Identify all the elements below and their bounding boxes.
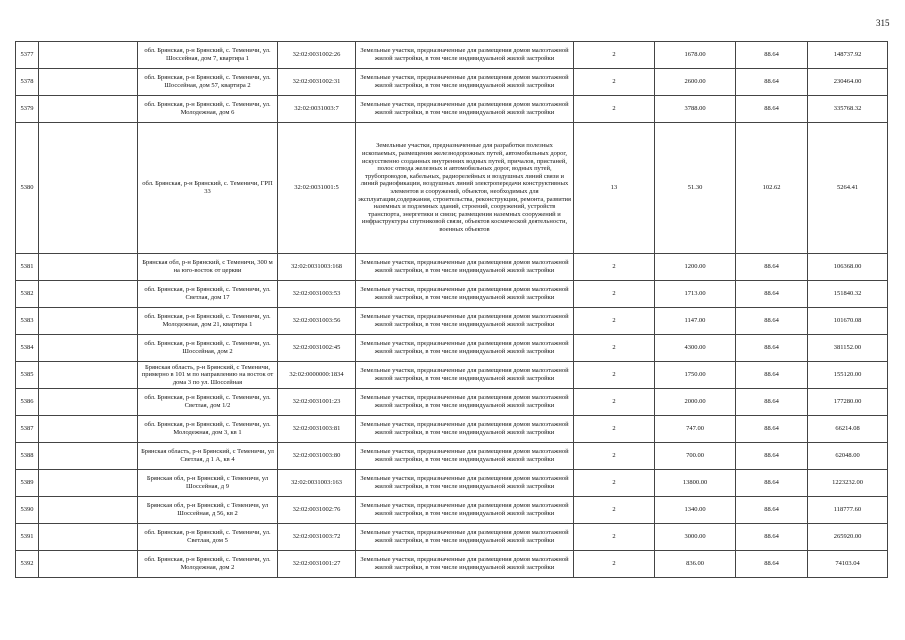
land-use-cell: Земельные участки, предназначенные для размещения домов малоэтажной жилой застройки, в том числе индивидуальной жилой застройки (356, 335, 574, 362)
group-cell: 2 (574, 443, 655, 470)
group-cell: 13 (574, 123, 655, 254)
rate-cell: 88.64 (736, 551, 808, 578)
group-cell: 2 (574, 524, 655, 551)
land-use-cell: Земельные участки, предназначенные для размещения домов малоэтажной жилой застройки, в том числе индивидуальной жилой застройки (356, 362, 574, 389)
address-cell: обл. Брянская, р-н Брянский, с. Теменичи, ГРП 33 (138, 123, 278, 254)
group-cell: 2 (574, 69, 655, 96)
land-use-cell: Земельные участки, предназначенные для размещения домов малоэтажной жилой застройки, в том числе индивидуальной жилой застройки (356, 308, 574, 335)
area-cell: 1750.00 (655, 362, 736, 389)
cadastral-number-cell: 32:02:0000000:1834 (278, 362, 356, 389)
row-number: 5384 (16, 335, 39, 362)
area-cell: 3788.00 (655, 96, 736, 123)
table-row (16, 524, 888, 551)
rate-cell: 88.64 (736, 497, 808, 524)
address-cell: обл. Брянская, р-н Брянский, с. Теменичи, ул. Шоссейная, дом 7, квартира 1 (138, 42, 278, 69)
cadastral-number-cell: 32:02:0031002:76 (278, 497, 356, 524)
cadastral-value-cell: 381152.00 (808, 335, 888, 362)
land-use-cell: Земельные участки, предназначенные для размещения домов малоэтажной жилой застройки, в том числе индивидуальной жилой застройки (356, 551, 574, 578)
row-number: 5389 (16, 470, 39, 497)
cadastral-number-cell: 32:02:0031002:31 (278, 69, 356, 96)
cadastral-number-cell: 32:02:0031001:27 (278, 551, 356, 578)
rate-cell: 88.64 (736, 470, 808, 497)
cadastral-number-cell: 32:02:0031003:53 (278, 281, 356, 308)
land-plot-table (15, 41, 888, 578)
table-row (16, 42, 888, 69)
cadastral-number-cell: 32:02:0031002:45 (278, 335, 356, 362)
table-row (16, 389, 888, 416)
rate-cell: 102.62 (736, 123, 808, 254)
group-cell: 2 (574, 362, 655, 389)
land-use-cell: Земельные участки, предназначенные для размещения домов малоэтажной жилой застройки, в том числе индивидуальной жилой застройки (356, 254, 574, 281)
blank-cell (39, 254, 138, 281)
blank-cell (39, 123, 138, 254)
group-cell: 2 (574, 96, 655, 123)
cadastral-value-cell: 151840.32 (808, 281, 888, 308)
blank-cell (39, 497, 138, 524)
address-cell: обл. Брянская, р-н Брянский, с. Теменичи, ул. Светлая, дом 17 (138, 281, 278, 308)
area-cell: 1200.00 (655, 254, 736, 281)
area-cell: 13800.00 (655, 470, 736, 497)
land-use-cell: Земельные участки, предназначенные для разработки полезных ископаемых, размещения железнодорожных путей, автомобильных дорог, искусственно созданных внутренних водных путей, причалов, пристаней, полос отвода железных и автомобильных дорог, водных путей, трубопроводов, кабельных, радиорелейных и воздушных линий связи и линий радиофикации, воздушных линий электропередачи конструктивных элементов и сооружений, объектов, необходимых для эксплуатации,содержания, строительства, реконструкции, ремонта, развития наземных и подземных зданий, строений, сооружений, устройств транспорта, энергетики и связи; размещения наземных сооружений и инфраструктуры спутниковой связи, объектов космической деятельности, военных объектов (356, 123, 574, 254)
table-row (16, 69, 888, 96)
row-number: 5385 (16, 362, 39, 389)
group-cell: 2 (574, 551, 655, 578)
cadastral-value-cell: 155120.00 (808, 362, 888, 389)
table-row (16, 551, 888, 578)
land-use-cell: Земельные участки, предназначенные для размещения домов малоэтажной жилой застройки, в том числе индивидуальной жилой застройки (356, 443, 574, 470)
land-use-cell: Земельные участки, предназначенные для размещения домов малоэтажной жилой застройки, в том числе индивидуальной жилой застройки (356, 69, 574, 96)
row-number: 5380 (16, 123, 39, 254)
cadastral-value-cell: 5264.41 (808, 123, 888, 254)
row-number: 5382 (16, 281, 39, 308)
blank-cell (39, 96, 138, 123)
cadastral-number-cell: 32:02:0031003:168 (278, 254, 356, 281)
table-row (16, 123, 888, 254)
group-cell: 2 (574, 308, 655, 335)
cadastral-number-cell: 32:02:0031003:7 (278, 96, 356, 123)
row-number: 5390 (16, 497, 39, 524)
blank-cell (39, 524, 138, 551)
address-cell: Брянская обл, р-н Брянский, с Теменичи, 300 м на юго-восток от церкви (138, 254, 278, 281)
group-cell: 2 (574, 335, 655, 362)
group-cell: 2 (574, 416, 655, 443)
area-cell: 51.30 (655, 123, 736, 254)
table-row (16, 443, 888, 470)
cadastral-value-cell: 101670.08 (808, 308, 888, 335)
rate-cell: 88.64 (736, 254, 808, 281)
area-cell: 2000.00 (655, 389, 736, 416)
blank-cell (39, 443, 138, 470)
land-use-cell: Земельные участки, предназначенные для размещения домов малоэтажной жилой застройки, в том числе индивидуальной жилой застройки (356, 281, 574, 308)
cadastral-value-cell: 335768.32 (808, 96, 888, 123)
blank-cell (39, 308, 138, 335)
address-cell: обл. Брянская, р-н Брянский, с. Теменичи, ул. Молодежная, дом 3, кв 1 (138, 416, 278, 443)
area-cell: 1678.00 (655, 42, 736, 69)
group-cell: 2 (574, 497, 655, 524)
row-number: 5392 (16, 551, 39, 578)
table-row (16, 416, 888, 443)
cadastral-number-cell: 32:02:0031003:72 (278, 524, 356, 551)
cadastral-value-cell: 230464.00 (808, 69, 888, 96)
row-number: 5377 (16, 42, 39, 69)
rate-cell: 88.64 (736, 42, 808, 69)
page-number: 315 (876, 18, 890, 28)
group-cell: 2 (574, 254, 655, 281)
address-cell: обл. Брянская, р-н Брянский, с. Теменичи, ул. Шоссейная, дом 2 (138, 335, 278, 362)
row-number: 5391 (16, 524, 39, 551)
cadastral-number-cell: 32:02:0031002:26 (278, 42, 356, 69)
address-cell: Брянская обл, р-н Брянский, с Теменичи, ул Шоссейная, д 9 (138, 470, 278, 497)
address-cell: Брянская область, р-н Брянский, с Теменичи, примерно в 101 м по направлению на восток от дома 3 по ул. Шоссейная (138, 362, 278, 389)
area-cell: 3000.00 (655, 524, 736, 551)
table-row (16, 308, 888, 335)
blank-cell (39, 470, 138, 497)
address-cell: обл. Брянская, р-н Брянский, с. Теменичи, ул. Светлая, дом 5 (138, 524, 278, 551)
row-number: 5381 (16, 254, 39, 281)
address-cell: обл. Брянская, р-н Брянский, с. Теменичи, ул. Шоссейная, дом 57, квартира 2 (138, 69, 278, 96)
rate-cell: 88.64 (736, 362, 808, 389)
rate-cell: 88.64 (736, 443, 808, 470)
cadastral-value-cell: 1223232.00 (808, 470, 888, 497)
blank-cell (39, 362, 138, 389)
land-use-cell: Земельные участки, предназначенные для размещения домов малоэтажной жилой застройки, в том числе индивидуальной жилой застройки (356, 497, 574, 524)
row-number: 5387 (16, 416, 39, 443)
table-row (16, 254, 888, 281)
cadastral-value-cell: 74103.04 (808, 551, 888, 578)
blank-cell (39, 389, 138, 416)
cadastral-number-cell: 32:02:0031001:5 (278, 123, 356, 254)
row-number: 5386 (16, 389, 39, 416)
cadastral-value-cell: 118777.60 (808, 497, 888, 524)
area-cell: 700.00 (655, 443, 736, 470)
land-use-cell: Земельные участки, предназначенные для размещения домов малоэтажной жилой застройки, в том числе индивидуальной жилой застройки (356, 524, 574, 551)
rate-cell: 88.64 (736, 335, 808, 362)
blank-cell (39, 69, 138, 96)
address-cell: Брянская область, р-н Брянский, с Теменичи, ул Светлая, д 1 А, кв 4 (138, 443, 278, 470)
table-row (16, 497, 888, 524)
row-number: 5383 (16, 308, 39, 335)
land-use-cell: Земельные участки, предназначенные для размещения домов малоэтажной жилой застройки, в том числе индивидуальной жилой застройки (356, 470, 574, 497)
cadastral-value-cell: 62048.00 (808, 443, 888, 470)
area-cell: 2600.00 (655, 69, 736, 96)
cadastral-number-cell: 32:02:0031003:81 (278, 416, 356, 443)
group-cell: 2 (574, 389, 655, 416)
row-number: 5388 (16, 443, 39, 470)
blank-cell (39, 416, 138, 443)
cadastral-value-cell: 66214.08 (808, 416, 888, 443)
cadastral-number-cell: 32:02:0031003:80 (278, 443, 356, 470)
table-row (16, 281, 888, 308)
blank-cell (39, 551, 138, 578)
table-row (16, 335, 888, 362)
address-cell: обл. Брянская, р-н Брянский, с. Теменичи, ул. Светлая, дом 1/2 (138, 389, 278, 416)
cadastral-value-cell: 106368.00 (808, 254, 888, 281)
group-cell: 2 (574, 470, 655, 497)
table-row (16, 470, 888, 497)
area-cell: 4300.00 (655, 335, 736, 362)
address-cell: Брянская обл, р-н Брянский, с Теменичи, ул Шоссейная, д 56, кв 2 (138, 497, 278, 524)
cadastral-number-cell: 32:02:0031003:56 (278, 308, 356, 335)
area-cell: 1713.00 (655, 281, 736, 308)
address-cell: обл. Брянская, р-н Брянский, с. Теменичи, ул. Молодежная, дом 2 (138, 551, 278, 578)
rate-cell: 88.64 (736, 96, 808, 123)
address-cell: обл. Брянская, р-н Брянский, с. Теменичи, ул. Молодежная, дом 6 (138, 96, 278, 123)
land-use-cell: Земельные участки, предназначенные для размещения домов малоэтажной жилой застройки, в том числе индивидуальной жилой застройки (356, 42, 574, 69)
table-body (16, 42, 888, 578)
group-cell: 2 (574, 281, 655, 308)
row-number: 5379 (16, 96, 39, 123)
land-use-cell: Земельные участки, предназначенные для размещения домов малоэтажной жилой застройки, в том числе индивидуальной жилой застройки (356, 96, 574, 123)
cadastral-number-cell: 32:02:0031003:163 (278, 470, 356, 497)
rate-cell: 88.64 (736, 416, 808, 443)
rate-cell: 88.64 (736, 389, 808, 416)
cadastral-value-cell: 148737.92 (808, 42, 888, 69)
group-cell: 2 (574, 42, 655, 69)
rate-cell: 88.64 (736, 308, 808, 335)
address-cell: обл. Брянская, р-н Брянский, с. Теменичи, ул. Молодежная, дом 21, квартира 1 (138, 308, 278, 335)
blank-cell (39, 42, 138, 69)
table-row (16, 362, 888, 389)
rate-cell: 88.64 (736, 524, 808, 551)
cadastral-value-cell: 265920.00 (808, 524, 888, 551)
area-cell: 1340.00 (655, 497, 736, 524)
area-cell: 747.00 (655, 416, 736, 443)
rate-cell: 88.64 (736, 281, 808, 308)
land-use-cell: Земельные участки, предназначенные для размещения домов малоэтажной жилой застройки, в том числе индивидуальной жилой застройки (356, 416, 574, 443)
area-cell: 836.00 (655, 551, 736, 578)
blank-cell (39, 281, 138, 308)
blank-cell (39, 335, 138, 362)
cadastral-value-cell: 177280.00 (808, 389, 888, 416)
table-row (16, 96, 888, 123)
land-use-cell: Земельные участки, предназначенные для размещения домов малоэтажной жилой застройки, в том числе индивидуальной жилой застройки (356, 389, 574, 416)
area-cell: 1147.00 (655, 308, 736, 335)
rate-cell: 88.64 (736, 69, 808, 96)
row-number: 5378 (16, 69, 39, 96)
cadastral-number-cell: 32:02:0031001:23 (278, 389, 356, 416)
